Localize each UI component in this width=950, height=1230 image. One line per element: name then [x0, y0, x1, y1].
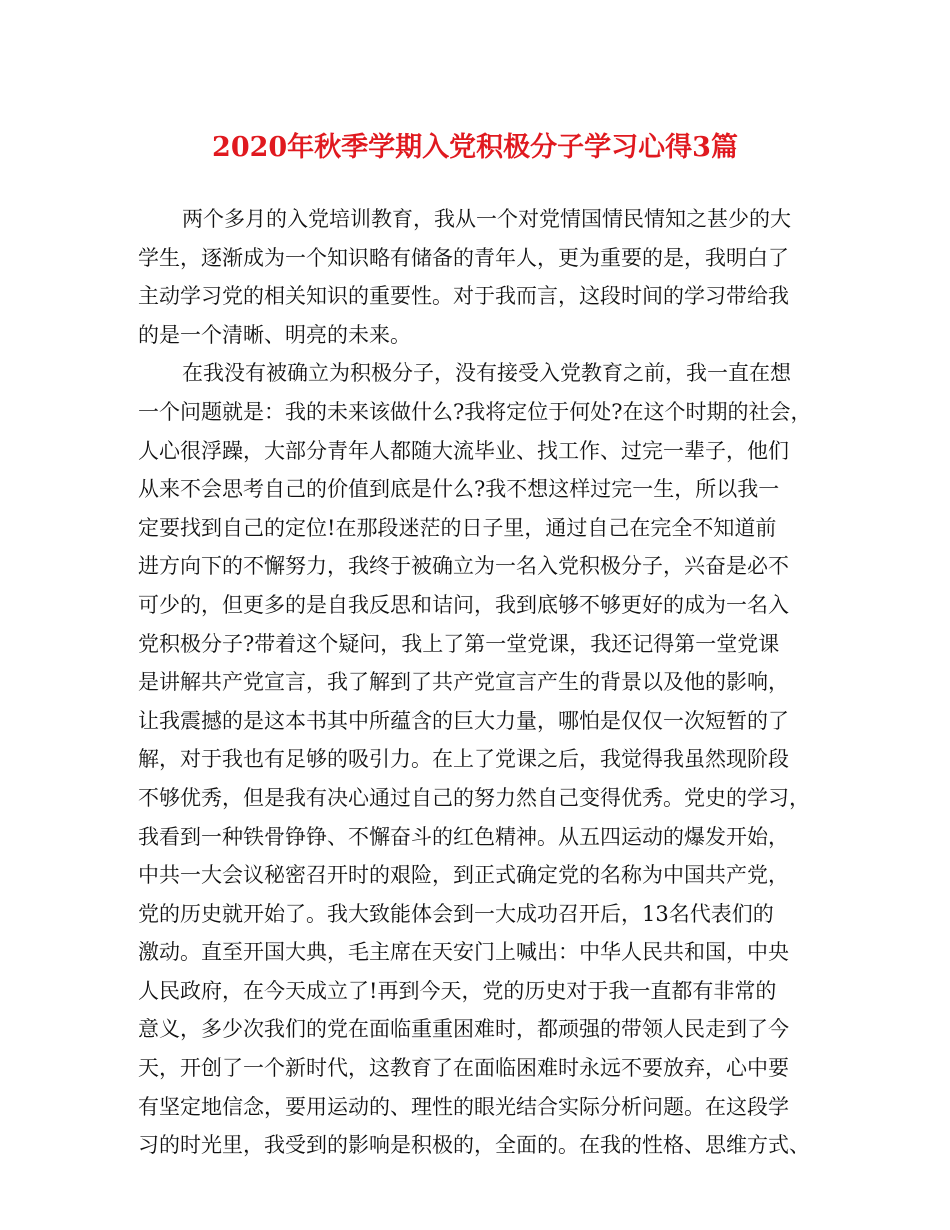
paragraph-1-line-3: 主动学习党的相关知识的重要性。对于我而言，这段时间的学习带给我 — [138, 284, 789, 309]
paragraph-2-line-20: 有坚定地信念，要用运动的、理性的眼光结合实际分析问题。在这段学 — [138, 1094, 789, 1119]
paragraph-2-line-16: 激动。直至开国大典，毛主席在天安门上喊出：中华人民共和国，中央 — [138, 940, 789, 965]
paragraph-2-line-11: 解，对于我也有足够的吸引力。在上了党课之后，我觉得我虽然现阶段 — [138, 747, 789, 772]
paragraph-2-line-15: 党的历史就开始了。我大致能体会到一大成功召开后，13名代表们的 — [138, 901, 774, 926]
paragraph-2-line-19: 天，开创了一个新时代，这教育了在面临困难时永远不要放弃，心中要 — [138, 1056, 789, 1081]
paragraph-2-line-5: 定要找到自己的定位!在那段迷茫的日子里，通过自己在完全不知道前 — [138, 515, 777, 540]
paragraph-2-line-1: 在我没有被确立为积极分子，没有接受入党教育之前，我一直在想 — [182, 361, 791, 386]
document-body — [138, 200, 818, 1165]
paragraph-2-line-3: 人心很浮躁，大部分青年人都随大流毕业、找工作、过完一辈子，他们 — [138, 438, 789, 463]
paragraph-2-line-17: 人民政府，在今天成立了!再到今天，党的历史对于我一直都有非常的 — [138, 978, 777, 1003]
paragraph-2-line-2: 一个问题就是：我的未来该做什么?我将定位于何处?在这个时期的社会， — [138, 399, 812, 424]
paragraph-1-line-4: 的是一个清晰、明亮的未来。 — [138, 322, 411, 347]
paragraph-2-line-10: 让我震撼的是这本书其中所蕴含的巨大力量，哪怕是仅仅一次短暂的了 — [138, 708, 789, 733]
paragraph-2-line-8: 党积极分子?带着这个疑问，我上了第一堂党课，我还记得第一堂党课 — [138, 631, 780, 656]
paragraph-2-line-7: 可少的，但更多的是自我反思和诘问，我到底够不够更好的成为一名入 — [138, 592, 789, 617]
paragraph-2-line-4: 从来不会思考自己的价值到底是什么?我不想这样过完一生，所以我一 — [138, 477, 780, 502]
paragraph-1-line-1: 两个多月的入党培训教育，我从一个对党情国情民情知之甚少的大 — [182, 207, 791, 231]
paragraph-2-line-21: 习的时光里，我受到的影响是积极的，全面的。在我的性格、思维方式、 — [138, 1133, 810, 1158]
paragraph-2-line-9: 是讲解共产党宣言，我了解到了共产党宣言产生的背景以及他的影响， — [138, 670, 789, 695]
paragraph-2-line-6: 进方向下的不懈努力，我终于被确立为一名入党积极分子，兴奋是必不 — [138, 554, 789, 579]
paragraph-2-line-14: 中共一大会议秘密召开时的艰险，到正式确定党的名称为中国共产党， — [138, 863, 789, 888]
paragraph-1-line-2: 学生，逐渐成为一个知识略有储备的青年人，更为重要的是，我明白了 — [138, 245, 789, 270]
paragraph-2-line-18: 意义，多少次我们的党在面临重重困难时，都顽强的带领人民走到了今 — [138, 1017, 789, 1042]
document-title: 2020年秋季学期入党积极分子学习心得3篇 — [212, 132, 738, 163]
paragraph-2-line-12: 不够优秀，但是我有决心通过自己的努力然自己变得优秀。党史的学习， — [138, 785, 810, 810]
paragraph-2-line-13: 我看到一种铁骨铮铮、不懈奋斗的红色精神。从五四运动的爆发开始， — [138, 824, 789, 849]
